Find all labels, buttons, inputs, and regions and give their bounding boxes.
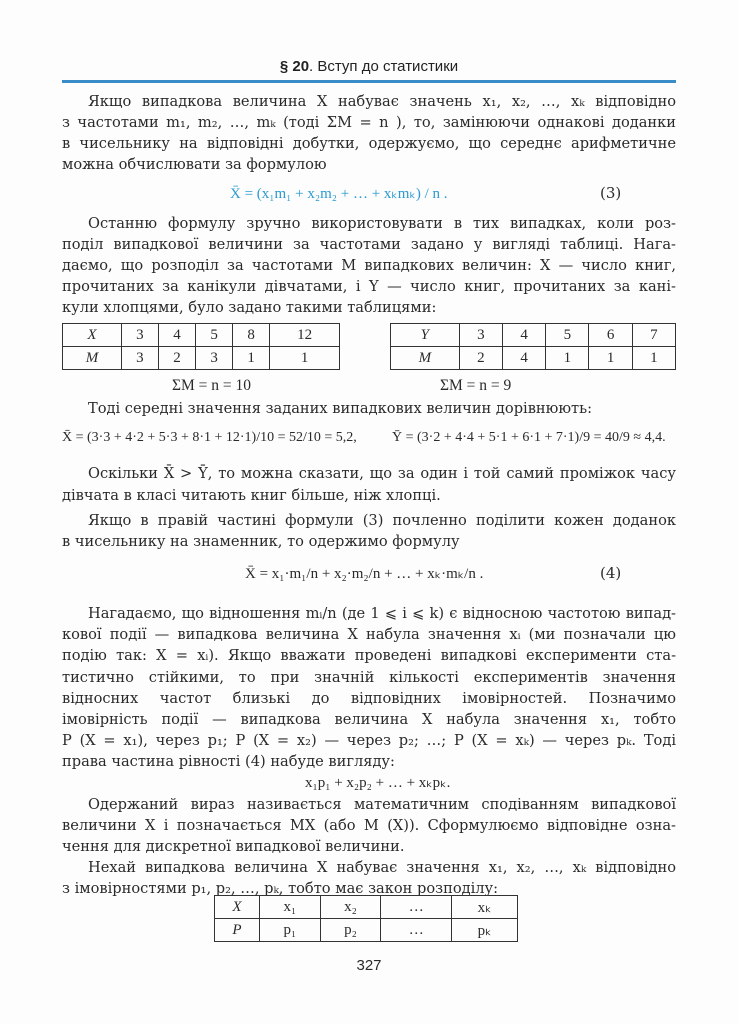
table-cell: 2	[459, 347, 502, 370]
text-line: тистично стійкими, то при значній кількості експериментів значення	[62, 669, 676, 686]
table-cell: x₂	[320, 896, 381, 919]
text-line: Останню формулу зручно використовувати в тих випадках, коли роз-	[88, 215, 676, 232]
table-cell: 7	[632, 324, 675, 347]
text-line: поділ випадкової величини за частотами задано у вигляді таблиці. Нага-	[62, 236, 676, 253]
table-cell: 4	[502, 324, 545, 347]
text-line: Нехай випадкова величина X набуває значення x₁, x₂, …, xₖ відповідно	[88, 859, 676, 876]
table-cell: xₖ	[452, 896, 518, 919]
text-line: Нагадаємо, що відношення mᵢ/n (де 1 ⩽ i ⩽ k) є відносною частотою випад-	[88, 605, 676, 622]
table-y-distribution	[390, 323, 676, 370]
table-cell: 2	[158, 347, 195, 370]
table-cell: 3	[459, 324, 502, 347]
table-cell: p₁	[259, 919, 320, 942]
table-cell: 5	[546, 324, 589, 347]
text-line: в чисельнику на знаменник, то одержимо формулу	[62, 533, 460, 550]
text-line: з імовірностями p₁, p₂, …, pₖ, тобто має закон розподілу:	[62, 880, 499, 897]
text-line: даємо, що розподіл за частотами M випадкових величин: X — число книг,	[62, 257, 676, 274]
table-cell: 3	[196, 347, 233, 370]
running-header	[0, 58, 738, 75]
text-line: Оскільки X̄ > Ȳ, то можна сказати, що за один і той самий проміжок часу	[88, 465, 676, 482]
section-title: . Вступ до статистики	[309, 58, 459, 75]
text-line: кової події — випадкова величина X набула значення xᵢ (ми позначали цю	[62, 626, 676, 643]
table-cell: 6	[589, 324, 632, 347]
text-line: чення для дискретної випадкової величини.	[62, 838, 405, 855]
row-header: M	[85, 349, 99, 366]
row-header: X	[87, 326, 97, 343]
page-number: 327	[356, 957, 382, 974]
table-cell: 8	[233, 324, 270, 347]
table-cell	[63, 324, 122, 347]
table-cell: 3	[121, 324, 158, 347]
text-line: в чисельнику на відповідні добутки, одержуємо, що середнє арифметичне	[62, 135, 676, 152]
table-cell: x₁	[259, 896, 320, 919]
table-cell	[391, 347, 460, 370]
mean-y-formula: Ȳ = (3·2 + 4·4 + 5·1 + 6·1 + 7·1)/9 = 40/9 ≈ 4,4.	[392, 430, 666, 445]
table-cell: 1	[632, 347, 675, 370]
text-line: права частина рівності (4) набуде вигляду:	[62, 753, 395, 770]
table-cell	[63, 347, 122, 370]
table-cell: 4	[502, 347, 545, 370]
text-line: Якщо випадкова величина X набуває значень x₁, x₂, …, xₖ відповідно	[88, 93, 676, 110]
table-probability-distribution	[214, 895, 518, 942]
table-cell: 4	[158, 324, 195, 347]
table-cell: …	[381, 896, 452, 919]
row-header: X	[232, 898, 242, 915]
text-line: відносних частот близькі до відповідних імовірностей. Позначимо	[62, 690, 676, 707]
mean-x-formula: X̄ = (3·3 + 4·2 + 5·3 + 8·1 + 12·1)/10 = 52/10 = 5,2,	[62, 430, 357, 445]
section-number: § 20	[279, 58, 310, 75]
formula-4-number: (4)	[600, 564, 622, 582]
text-line: величини X і позначається MX (або M (X)). Сформулюємо відповідне озна-	[62, 817, 676, 834]
table-cell: pₖ	[452, 919, 518, 942]
table-cell: 1	[546, 347, 589, 370]
text-line: з частотами m₁, m₂, …, mₖ (тоді ΣM = n ), то, замінюючи однакові доданки	[62, 114, 676, 131]
text-line: Тоді середні значення заданих випадкових величин дорівнюють:	[88, 400, 592, 417]
table-cell: 5	[196, 324, 233, 347]
text-line: дівчата в класі читають книг більше, ніж хлопці.	[62, 487, 441, 504]
table-cell	[215, 896, 260, 919]
sum-y: ΣM = n = 9	[440, 377, 512, 394]
text-line: прочитаних за канікули дівчатами, і Y — число книг, прочитаних за кані-	[62, 278, 676, 295]
table-cell: 3	[121, 347, 158, 370]
text-line: кули хлопцями, було задано такими таблицями:	[62, 299, 437, 316]
formula-4: X̄ = x₁·m₁/n + x₂·m₂/n + … + xₖ·mₖ/n .	[245, 566, 484, 582]
row-header: Y	[420, 326, 430, 343]
row-header: M	[418, 349, 432, 366]
text-line: Одержаний вираз називається математичним сподіванням випадкової	[88, 796, 676, 813]
table-cell: …	[381, 919, 452, 942]
table-x-distribution	[62, 323, 340, 370]
formula-3: X̄ = (x₁m₁ + x₂m₂ + … + xₖmₖ) / n .	[230, 186, 448, 202]
table-cell: 1	[270, 347, 340, 370]
row-header: P	[232, 921, 242, 938]
table-cell	[391, 324, 460, 347]
table-cell: 12	[270, 324, 340, 347]
text-line: P (X = x₁), через p₁; P (X = x₂) — через p₂; …; P (X = xₖ) — через pₖ. Тоді	[62, 732, 676, 749]
text-line: імовірність події — випадкова величина X набула значення x₁, тобто	[62, 711, 676, 728]
text-line: можна обчислювати за формулою	[62, 156, 327, 173]
table-cell: 1	[589, 347, 632, 370]
formula-3-number: (3)	[600, 184, 622, 202]
table-cell: p₂	[320, 919, 381, 942]
text-line: Якщо в правій частині формули (3) почленно поділити кожен доданок	[88, 512, 676, 529]
expectation-formula: x₁p₁ + x₂p₂ + … + xₖpₖ.	[305, 775, 451, 791]
sum-x: ΣM = n = 10	[172, 377, 252, 394]
table-cell	[215, 919, 260, 942]
text-line: подію так: X = xᵢ). Якщо вважати проведені випадкові експерименти ста-	[62, 647, 676, 664]
header-rule	[62, 80, 676, 83]
table-cell: 1	[233, 347, 270, 370]
